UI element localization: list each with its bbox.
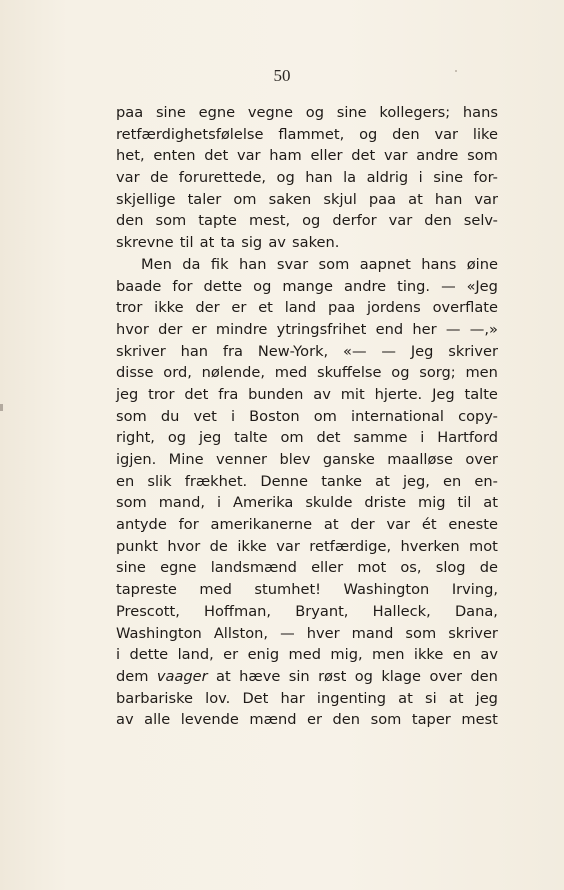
word: Irving, (451, 581, 498, 599)
word: er (307, 711, 322, 729)
word: han (180, 342, 209, 360)
word: skriver (448, 624, 498, 642)
word: i (420, 429, 425, 447)
word: det (204, 147, 229, 165)
word: hver (306, 624, 340, 642)
word: landsmænd (210, 559, 297, 577)
word: retfærdighetsfølelse (116, 125, 264, 143)
word: til (179, 234, 194, 252)
word: paa (116, 104, 144, 121)
word: Men (141, 255, 172, 273)
word: er (223, 646, 239, 664)
word: hjerte. (374, 385, 423, 403)
word: mænd (249, 711, 297, 729)
word: barbariske (116, 689, 193, 707)
word: mand, (158, 494, 206, 512)
word: land, (177, 646, 214, 664)
word: over (465, 451, 498, 468)
word: ikke (154, 299, 184, 317)
word: og (302, 212, 321, 230)
word: de (150, 169, 169, 187)
word: igjen. (116, 451, 157, 468)
text-line (116, 471, 498, 493)
word: egne (198, 104, 236, 121)
word: om (313, 407, 337, 425)
word: at (375, 472, 390, 490)
word: men (465, 364, 498, 382)
word: og (354, 667, 373, 685)
word: til (457, 494, 472, 512)
word: har (280, 689, 305, 707)
text-line (116, 362, 498, 384)
word: venner (215, 451, 268, 468)
word: Det (242, 689, 269, 707)
word: mand (351, 624, 394, 642)
text-line (116, 536, 498, 558)
word: andre (344, 277, 387, 295)
word: kollegers; (379, 104, 451, 121)
text-line (116, 319, 498, 341)
word: der (195, 299, 220, 317)
word: øine (466, 255, 498, 273)
word: alle (144, 711, 171, 729)
word: — (280, 624, 295, 642)
text-line (116, 557, 498, 579)
word: den (116, 212, 144, 230)
word: driste (364, 494, 407, 512)
word: som (467, 147, 498, 165)
word: hvor (167, 537, 201, 555)
word: jeg (475, 689, 498, 707)
word: og (359, 125, 378, 143)
word: slik (147, 472, 172, 490)
word: sine (433, 169, 464, 187)
word: der (158, 320, 183, 338)
word: Mine (168, 451, 204, 468)
word: Denne (260, 472, 309, 490)
word: en (116, 472, 135, 490)
word: andre (416, 147, 459, 165)
text-line (116, 601, 498, 623)
word: den (470, 667, 498, 685)
word: var (388, 212, 413, 230)
word: hans (462, 104, 498, 121)
text-line (116, 623, 498, 645)
word: mig (418, 494, 446, 512)
word: som (370, 711, 402, 729)
word: talte (234, 429, 268, 447)
word: tror (116, 299, 143, 317)
word: at (199, 234, 215, 252)
word: end (375, 320, 404, 338)
word: for (178, 516, 199, 534)
word: maalløse (387, 451, 453, 468)
word: jeg, (402, 472, 430, 490)
word: den (332, 711, 361, 729)
word: som (405, 624, 437, 642)
word: eller (310, 147, 343, 165)
word: av (268, 234, 286, 252)
word: mest (461, 711, 498, 729)
page-number: 50 (273, 66, 291, 85)
word: os, (400, 559, 422, 577)
word: aapnet (359, 255, 411, 273)
word: sine (336, 104, 367, 121)
word: tanke (321, 472, 363, 490)
word: at (216, 667, 231, 685)
word: og (253, 277, 272, 295)
word: international (351, 407, 444, 425)
word: copy- (458, 407, 498, 425)
word: land (284, 299, 317, 317)
word: frækhet. (184, 472, 248, 490)
word: tror (148, 385, 175, 403)
text-line (116, 341, 498, 363)
word: at (398, 689, 413, 707)
word: som (116, 494, 147, 512)
word: av (480, 646, 498, 664)
word: om (280, 429, 304, 447)
word: og (305, 104, 324, 121)
word: mit (340, 385, 365, 403)
word: ikke (413, 646, 444, 664)
word: taper (411, 711, 451, 729)
word: men (372, 646, 405, 664)
text-line (116, 666, 498, 688)
word: klage (381, 667, 422, 685)
word: ytringsfrihet (276, 320, 367, 338)
word: det (184, 385, 209, 403)
word: het, (116, 147, 145, 165)
word: — (441, 277, 456, 295)
word: hans (421, 255, 457, 273)
word: de (479, 559, 498, 577)
word: sine (116, 559, 146, 577)
word: fra (218, 385, 239, 403)
word: tapreste (116, 581, 177, 599)
word: si (424, 689, 437, 707)
word: skulde (305, 494, 353, 512)
word: Halleck, (372, 602, 431, 620)
word: den (392, 125, 420, 143)
word: ord, (163, 364, 192, 382)
text-line (116, 579, 498, 601)
word: jeg (116, 385, 139, 403)
word: mindre (215, 320, 268, 338)
text-line (116, 709, 498, 731)
word: Allston, (213, 624, 269, 642)
word: var (474, 190, 498, 208)
text-line (116, 384, 498, 406)
word: hverken (400, 537, 460, 555)
word: og (276, 169, 295, 187)
word: skuffelse (316, 364, 382, 382)
word: skriver (448, 342, 498, 360)
word: i (216, 494, 222, 512)
text-line (116, 492, 498, 514)
word: her (412, 320, 437, 338)
text-line (116, 688, 498, 710)
word: med (274, 364, 308, 382)
word: vet (193, 407, 217, 425)
word: enten (153, 147, 196, 165)
word: punkt (116, 537, 158, 555)
word: i (116, 646, 121, 664)
word: skjul (323, 190, 357, 208)
word: i (418, 169, 423, 187)
word: sine (155, 104, 186, 121)
text-line (116, 644, 498, 666)
word: hæve (239, 667, 281, 685)
word: hvor (116, 320, 149, 338)
word: — (445, 320, 461, 338)
word: du (160, 407, 180, 425)
paragraph-first-line (116, 254, 498, 276)
word: ikke (237, 537, 267, 555)
word: fra (222, 342, 243, 360)
word: som (116, 407, 147, 425)
word: ta (220, 234, 236, 252)
word: jeg (198, 429, 222, 447)
text-line (116, 145, 498, 167)
word: han (305, 169, 333, 187)
word: antyde (116, 516, 167, 534)
margin-mark (0, 404, 3, 411)
word: som (318, 255, 350, 273)
word: over (429, 667, 462, 685)
text-line (116, 427, 498, 449)
word: ingenting (316, 689, 386, 707)
word: egne (160, 559, 197, 577)
word: mig, (330, 646, 363, 664)
text-line (116, 514, 498, 536)
word: fik (210, 255, 229, 273)
word: retfærdige, (309, 537, 392, 555)
word: paa (328, 299, 356, 317)
word: Washington (116, 624, 202, 642)
word: det (316, 429, 341, 447)
word: nølende, (201, 364, 265, 382)
word: aldrig (366, 169, 409, 187)
text-line (116, 232, 498, 254)
word: — (381, 342, 396, 360)
word: skrevne (116, 234, 174, 252)
word: at (483, 494, 498, 512)
word: han (239, 255, 267, 273)
word: selv- (463, 212, 498, 230)
word: som (155, 212, 187, 230)
word: skriver (116, 342, 166, 360)
word: og (167, 429, 187, 447)
word: skjellige (116, 190, 176, 208)
word: en (443, 472, 462, 490)
word: han (434, 190, 463, 208)
word: at (323, 516, 339, 534)
word: ham (269, 147, 302, 165)
word: blev (279, 451, 311, 468)
word: Bryant, (295, 602, 349, 620)
word: at (448, 689, 464, 707)
text-line (116, 276, 498, 298)
word: New-York, (257, 342, 329, 360)
word: overflate (432, 299, 498, 317)
word: bunden (248, 385, 304, 403)
word: la (343, 169, 357, 187)
text-line (116, 167, 498, 189)
word: sig (241, 234, 263, 252)
word: Jeg (410, 342, 434, 360)
word: mest, (248, 212, 291, 230)
word: og (391, 364, 410, 382)
word: den (424, 212, 452, 230)
word: levende (180, 711, 239, 729)
word: «— (343, 342, 367, 360)
word: om (233, 190, 257, 208)
text-line (116, 449, 498, 471)
word: en- (474, 472, 498, 490)
word: svar (276, 255, 309, 273)
word: av (116, 711, 134, 729)
word: like (472, 125, 498, 143)
word: Washington (343, 581, 430, 599)
word: slog (435, 559, 466, 577)
word: ganske (322, 451, 375, 468)
word: Prescott, (116, 602, 180, 620)
word: paa (368, 190, 397, 208)
word: tapte (198, 212, 237, 230)
word: Dana, (454, 602, 498, 620)
word: dette (129, 646, 169, 664)
text-line (116, 102, 498, 124)
word: vaager (156, 667, 208, 685)
word: enig (247, 646, 280, 664)
word: lov. (205, 689, 231, 707)
word: da (182, 255, 201, 273)
word: var (383, 147, 408, 165)
word: er (231, 299, 247, 317)
word: Amerika (232, 494, 294, 512)
word: saken. (292, 234, 340, 252)
word: for (172, 277, 193, 295)
word: eller (311, 559, 344, 577)
word: det (351, 147, 376, 165)
word: var (276, 537, 300, 555)
word: Jeg (432, 385, 455, 403)
word: røst (318, 667, 347, 685)
word: dem (116, 667, 149, 685)
word: et (258, 299, 273, 317)
text-line (116, 124, 498, 146)
word: disse (116, 364, 154, 382)
word: mange (282, 277, 334, 295)
text-line (116, 406, 498, 428)
word: «Jeg (466, 277, 498, 295)
text-line (116, 297, 498, 319)
word: var (116, 169, 140, 187)
word: eneste (448, 516, 498, 534)
word: var (434, 125, 459, 143)
word: flammet, (278, 125, 345, 143)
word: i (230, 407, 236, 425)
word: —,» (469, 320, 498, 338)
body-text (116, 102, 498, 731)
word: baade (116, 277, 162, 295)
word: med (288, 646, 321, 664)
text-line (116, 189, 498, 211)
word: Boston (249, 407, 300, 425)
word: av (313, 385, 331, 403)
word: sorg; (419, 364, 456, 382)
word: taler (187, 190, 222, 208)
word: talte (464, 385, 498, 403)
word: de (209, 537, 228, 555)
word: Hoffman, (204, 602, 272, 620)
word: ét (421, 516, 437, 534)
word: er (191, 320, 207, 338)
word: right, (116, 429, 155, 447)
word: vegne (247, 104, 293, 121)
word: mot (469, 537, 498, 555)
word: ting. (397, 277, 431, 295)
word: jordens (366, 299, 421, 317)
word: stumhet! (254, 581, 322, 599)
word: at (408, 190, 423, 208)
word: for- (473, 169, 498, 187)
word: en (452, 646, 471, 664)
word: var (236, 147, 261, 165)
word: var (386, 516, 411, 534)
word: mot (357, 559, 387, 577)
text-line (116, 210, 498, 232)
word: saken (268, 190, 312, 208)
word: sin (288, 667, 310, 685)
word: med (199, 581, 232, 599)
word: Hartford (437, 429, 498, 447)
word: derfor (332, 212, 377, 230)
word: dette (203, 277, 243, 295)
word: forurettede, (178, 169, 267, 187)
word: amerikanerne (210, 516, 313, 534)
word: samme (353, 429, 408, 447)
word: der (350, 516, 375, 534)
